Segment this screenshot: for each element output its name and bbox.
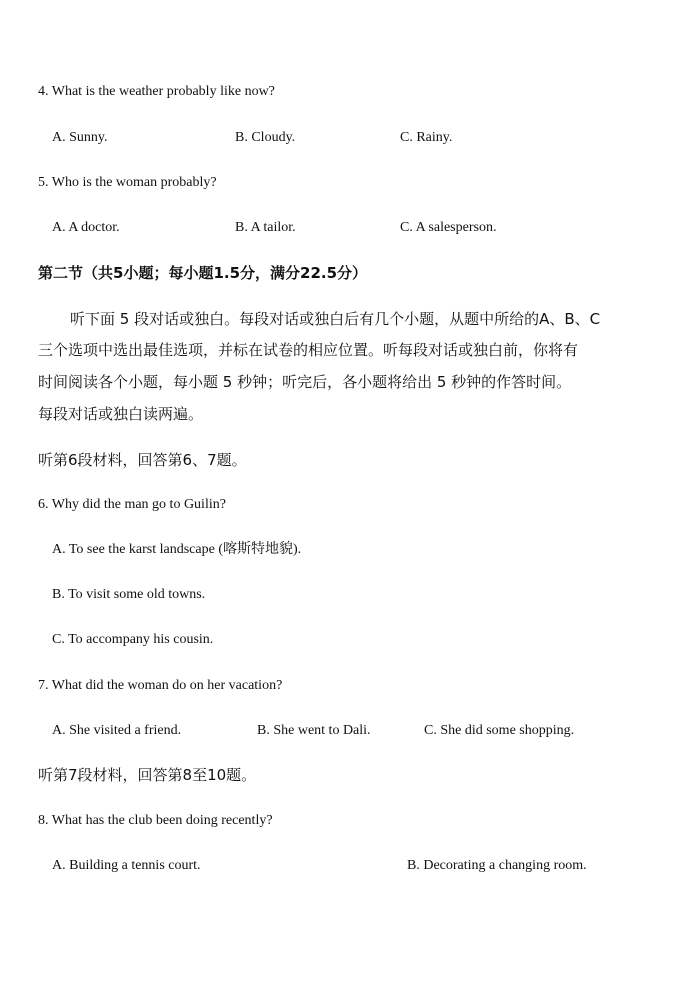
question-4-option-b: B. Cloudy. [235, 130, 296, 145]
question-6-option-a: A. To see the karst landscape (喀斯特地貌). [52, 542, 302, 557]
question-7-stem: 7. What did the woman do on her vacation? [38, 678, 283, 693]
question-4-stem: 4. What is the weather probably like now? [38, 84, 275, 99]
question-4-option-a: A. Sunny. [52, 130, 108, 145]
question-8-option-a: A. Building a tennis court. [52, 858, 201, 873]
question-7-option-a: A. She visited a friend. [52, 723, 182, 738]
question-4-option-c: C. Rainy. [400, 130, 453, 145]
instruction-line-2: 三个选项中选出最佳选项，并标在试卷的相应位置。听每段对话或独白前，你将有 [38, 341, 579, 359]
question-6-stem: 6. Why did the man go to Guilin? [38, 497, 226, 512]
question-7-option-c: C. She did some shopping. [424, 723, 575, 738]
question-5-stem: 5. Who is the woman probably? [38, 175, 217, 190]
question-7-option-b: B. She went to Dali. [257, 723, 371, 738]
question-5-option-c: C. A salesperson. [400, 220, 497, 235]
instruction-line-4: 每段对话或独白读两遍。 [38, 405, 204, 423]
question-8-stem: 8. What has the club been doing recently? [38, 813, 273, 828]
instruction-line-3: 时间阅读各个小题，每小题 5 秒钟；听完后，各小题将给出 5 秒钟的作答时间。 [38, 373, 572, 391]
question-5-option-a: A. A doctor. [52, 220, 120, 235]
question-6-option-b: B. To visit some old towns. [52, 587, 206, 602]
question-6-option-c: C. To accompany his cousin. [52, 632, 214, 647]
passage-6-heading: 听第6段材料，回答第6、7题。 [38, 451, 247, 469]
section-heading: 第二节（共5小题；每小题1.5分，满分22.5分） [38, 264, 368, 282]
question-8-option-b: B. Decorating a changing room. [407, 858, 587, 873]
passage-7-heading: 听第7段材料，回答第8至10题。 [38, 766, 257, 784]
instruction-line-1: 听下面 5 段对话或独白。每段对话或独白后有几个小题，从题中所给的A、B、C [70, 310, 601, 328]
question-5-option-b: B. A tailor. [235, 220, 296, 235]
